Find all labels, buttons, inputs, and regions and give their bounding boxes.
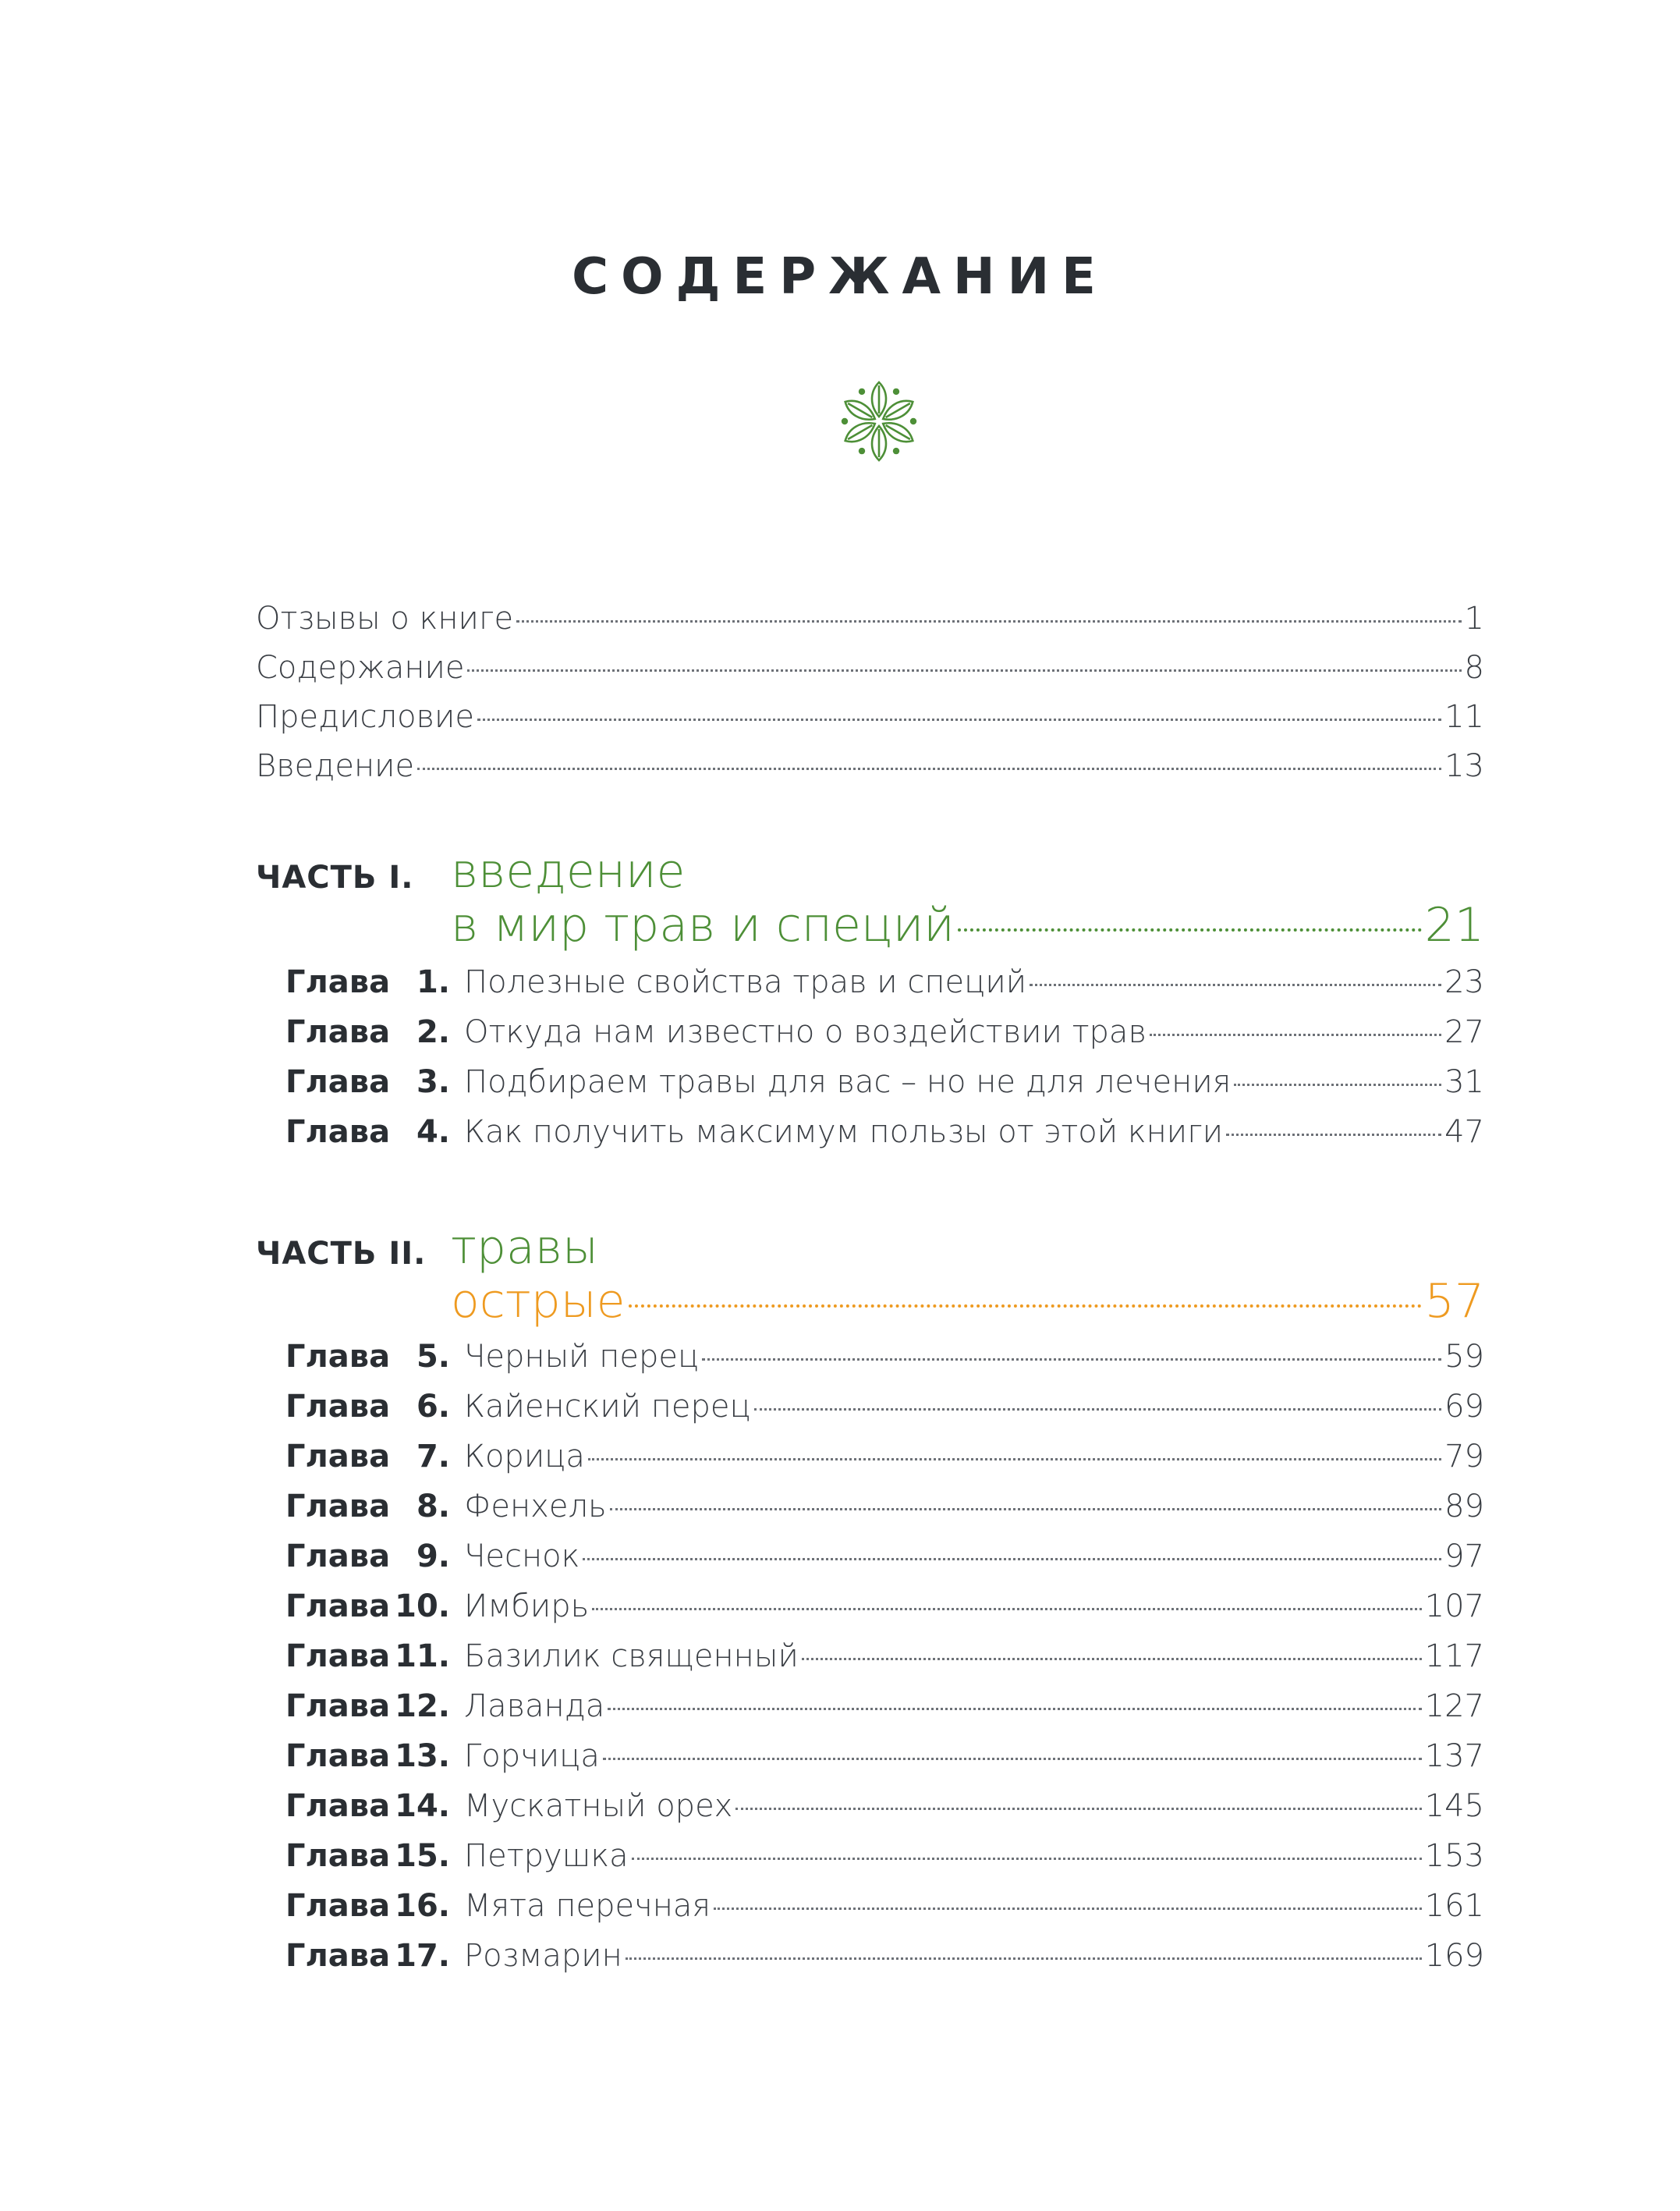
chapter-entry[interactable] bbox=[256, 1389, 1484, 1439]
toc-entry[interactable] bbox=[256, 699, 1484, 748]
page-number: 11 bbox=[1444, 699, 1484, 735]
page-number: 23 bbox=[1444, 964, 1484, 1000]
chapter-entry[interactable] bbox=[256, 1738, 1484, 1788]
chapter-number: 12. bbox=[395, 1688, 450, 1724]
chapter-title: Черный перец bbox=[464, 1339, 700, 1375]
chapter-label: Глава bbox=[285, 1014, 391, 1050]
dot-leader bbox=[735, 1808, 1421, 1810]
entry-title: Содержание bbox=[256, 650, 465, 686]
chapter-title: Лаванда bbox=[464, 1688, 605, 1724]
table-of-contents bbox=[256, 601, 1484, 1988]
dot-leader bbox=[629, 1304, 1422, 1308]
chapter-entry[interactable] bbox=[256, 1439, 1484, 1489]
part-section bbox=[256, 844, 1484, 1164]
dot-leader bbox=[754, 1408, 1441, 1411]
chapter-number: 4. bbox=[416, 1114, 450, 1150]
chapter-label: Глава bbox=[285, 1339, 391, 1375]
page-number: 89 bbox=[1444, 1489, 1484, 1524]
dot-leader bbox=[588, 1458, 1441, 1460]
chapter-title: Откуда нам известно о воздействии трав bbox=[464, 1014, 1147, 1050]
chapter-title: Подбираем травы для вас – но не для лечения bbox=[464, 1064, 1232, 1100]
ornament-leaf bbox=[872, 382, 886, 417]
page-number: 27 bbox=[1444, 1014, 1484, 1050]
chapter-number: 7. bbox=[416, 1439, 450, 1475]
ornament-dot bbox=[893, 448, 899, 454]
chapter-entry[interactable] bbox=[256, 1339, 1484, 1389]
chapter-number: 1. bbox=[416, 964, 450, 1000]
dot-leader bbox=[958, 928, 1422, 932]
chapter-title: Имбирь bbox=[464, 1588, 590, 1624]
chapter-title: Полезные свойства трав и специй bbox=[464, 964, 1027, 1000]
chapter-entry[interactable] bbox=[256, 1788, 1484, 1838]
dot-leader bbox=[417, 768, 1441, 770]
page-title: СОДЕРЖАНИЕ bbox=[572, 248, 1108, 306]
chapter-entry[interactable] bbox=[256, 1638, 1484, 1688]
chapter-entry[interactable] bbox=[256, 1588, 1484, 1638]
chapter-label: Глава bbox=[285, 1538, 391, 1574]
dot-leader bbox=[1030, 984, 1441, 986]
chapter-entry[interactable] bbox=[256, 1489, 1484, 1538]
page-number: 79 bbox=[1444, 1439, 1484, 1475]
part-heading bbox=[256, 1220, 1484, 1328]
page-number: 47 bbox=[1444, 1114, 1484, 1150]
chapter-title: Базилик священный bbox=[464, 1638, 799, 1674]
page-number: 107 bbox=[1424, 1588, 1484, 1624]
chapter-entry[interactable] bbox=[256, 964, 1484, 1014]
entry-title: Предисловие bbox=[256, 699, 474, 735]
chapter-title: Фенхель bbox=[464, 1489, 607, 1524]
dot-leader bbox=[610, 1508, 1441, 1510]
part-page-number: 57 bbox=[1424, 1274, 1484, 1329]
chapter-number: 6. bbox=[416, 1389, 450, 1425]
page-number: 13 bbox=[1444, 748, 1484, 784]
chapter-label: Глава bbox=[285, 1389, 391, 1425]
part-subtitle: в мир трав и специй bbox=[451, 898, 955, 953]
part-title: введение bbox=[451, 844, 686, 899]
entry-title: Отзывы о книге bbox=[256, 601, 514, 637]
part-subtitle: острые bbox=[451, 1274, 626, 1329]
chapter-label: Глава bbox=[285, 964, 391, 1000]
part-label: ЧАСТЬ II. bbox=[256, 1236, 427, 1272]
chapter-label: Глава bbox=[285, 1688, 391, 1724]
front-matter-list bbox=[256, 601, 1484, 797]
chapter-number: 2. bbox=[416, 1014, 450, 1050]
chapter-number: 11. bbox=[395, 1638, 450, 1674]
dot-leader bbox=[702, 1358, 1441, 1361]
chapter-entry[interactable] bbox=[256, 1938, 1484, 1988]
chapter-entry[interactable] bbox=[256, 1538, 1484, 1588]
chapter-list bbox=[256, 1339, 1484, 1988]
dot-leader bbox=[592, 1608, 1421, 1610]
dot-leader bbox=[477, 719, 1441, 721]
page-number: 127 bbox=[1424, 1688, 1484, 1724]
chapter-entry[interactable] bbox=[256, 1014, 1484, 1064]
chapter-title: Корица bbox=[464, 1439, 585, 1475]
chapter-number: 13. bbox=[395, 1738, 450, 1774]
part-title: травы bbox=[451, 1220, 598, 1275]
dot-leader bbox=[1150, 1034, 1441, 1036]
chapter-entry[interactable] bbox=[256, 1688, 1484, 1738]
part-heading bbox=[256, 844, 1484, 952]
part-title-entry[interactable] bbox=[256, 1275, 1484, 1328]
page-number: 161 bbox=[1424, 1888, 1484, 1924]
chapter-label: Глава bbox=[285, 1638, 391, 1674]
part-title-entry[interactable] bbox=[256, 899, 1484, 952]
dot-leader bbox=[632, 1858, 1422, 1860]
chapter-label: Глава bbox=[285, 1114, 391, 1150]
chapter-label: Глава bbox=[285, 1588, 391, 1624]
chapter-label: Глава bbox=[285, 1064, 391, 1100]
flower-leaf-ornament-icon bbox=[828, 371, 930, 472]
dot-leader bbox=[608, 1708, 1421, 1710]
dot-leader bbox=[583, 1558, 1441, 1560]
chapter-number: 9. bbox=[416, 1538, 450, 1574]
page-number: 153 bbox=[1424, 1838, 1484, 1874]
dot-leader bbox=[802, 1658, 1422, 1660]
toc-entry[interactable] bbox=[256, 601, 1484, 650]
page-number: 8 bbox=[1464, 650, 1484, 686]
chapter-title: Розмарин bbox=[464, 1938, 622, 1974]
entry-title: Введение bbox=[256, 748, 415, 784]
page-number: 169 bbox=[1424, 1938, 1484, 1974]
page-number: 145 bbox=[1424, 1788, 1484, 1824]
chapter-label: Глава bbox=[285, 1489, 391, 1524]
part-page-number: 21 bbox=[1424, 898, 1484, 953]
page-number: 137 bbox=[1424, 1738, 1484, 1774]
chapter-number: 14. bbox=[395, 1788, 450, 1824]
ornament-dot bbox=[859, 389, 865, 395]
chapter-number: 5. bbox=[416, 1339, 450, 1375]
chapter-entry[interactable] bbox=[256, 1838, 1484, 1888]
chapter-number: 3. bbox=[416, 1064, 450, 1100]
part-label: ЧАСТЬ I. bbox=[256, 860, 414, 896]
parts-list bbox=[256, 844, 1484, 1988]
ornament-dot bbox=[910, 418, 916, 424]
chapter-entry[interactable] bbox=[256, 1888, 1484, 1938]
page-number: 59 bbox=[1444, 1339, 1484, 1375]
chapter-title: Кайенский перец bbox=[464, 1389, 751, 1425]
page-number: 31 bbox=[1444, 1064, 1484, 1100]
dot-leader bbox=[714, 1908, 1422, 1910]
chapter-number: 10. bbox=[395, 1588, 450, 1624]
chapter-number: 17. bbox=[395, 1938, 450, 1974]
chapter-list bbox=[256, 964, 1484, 1164]
dot-leader bbox=[603, 1758, 1422, 1760]
chapter-label: Глава bbox=[285, 1938, 391, 1974]
ornament-leaf bbox=[872, 426, 886, 460]
chapter-title: Петрушка bbox=[464, 1838, 629, 1874]
part-section bbox=[256, 1220, 1484, 1988]
page-number: 69 bbox=[1444, 1389, 1484, 1425]
chapter-entry[interactable] bbox=[256, 1114, 1484, 1164]
dot-leader bbox=[1234, 1084, 1441, 1086]
chapter-number: 15. bbox=[395, 1838, 450, 1874]
toc-entry[interactable] bbox=[256, 650, 1484, 699]
chapter-label: Глава bbox=[285, 1888, 391, 1924]
chapter-number: 8. bbox=[416, 1489, 450, 1524]
chapter-number: 16. bbox=[395, 1888, 450, 1924]
chapter-entry[interactable] bbox=[256, 1064, 1484, 1114]
ornament-dot bbox=[859, 448, 865, 454]
chapter-label: Глава bbox=[285, 1439, 391, 1475]
chapter-title: Мята перечная bbox=[464, 1888, 711, 1924]
chapter-label: Глава bbox=[285, 1788, 391, 1824]
dot-leader bbox=[1226, 1134, 1441, 1136]
chapter-title: Как получить максимум пользы от этой книги bbox=[464, 1114, 1224, 1150]
dot-leader bbox=[516, 620, 1461, 623]
dot-leader bbox=[626, 1957, 1422, 1960]
page-number: 1 bbox=[1464, 601, 1484, 637]
chapter-label: Глава bbox=[285, 1838, 391, 1874]
ornament-dot bbox=[893, 389, 899, 395]
dot-leader bbox=[467, 669, 1461, 672]
chapter-title: Горчица bbox=[464, 1738, 600, 1774]
toc-entry[interactable] bbox=[256, 748, 1484, 797]
chapter-title: Чеснок bbox=[464, 1538, 580, 1574]
chapter-title: Мускатный орех bbox=[464, 1788, 733, 1824]
page-number: 117 bbox=[1424, 1638, 1484, 1674]
chapter-label: Глава bbox=[285, 1738, 391, 1774]
ornament-dot bbox=[842, 418, 848, 424]
page-number: 97 bbox=[1444, 1538, 1484, 1574]
